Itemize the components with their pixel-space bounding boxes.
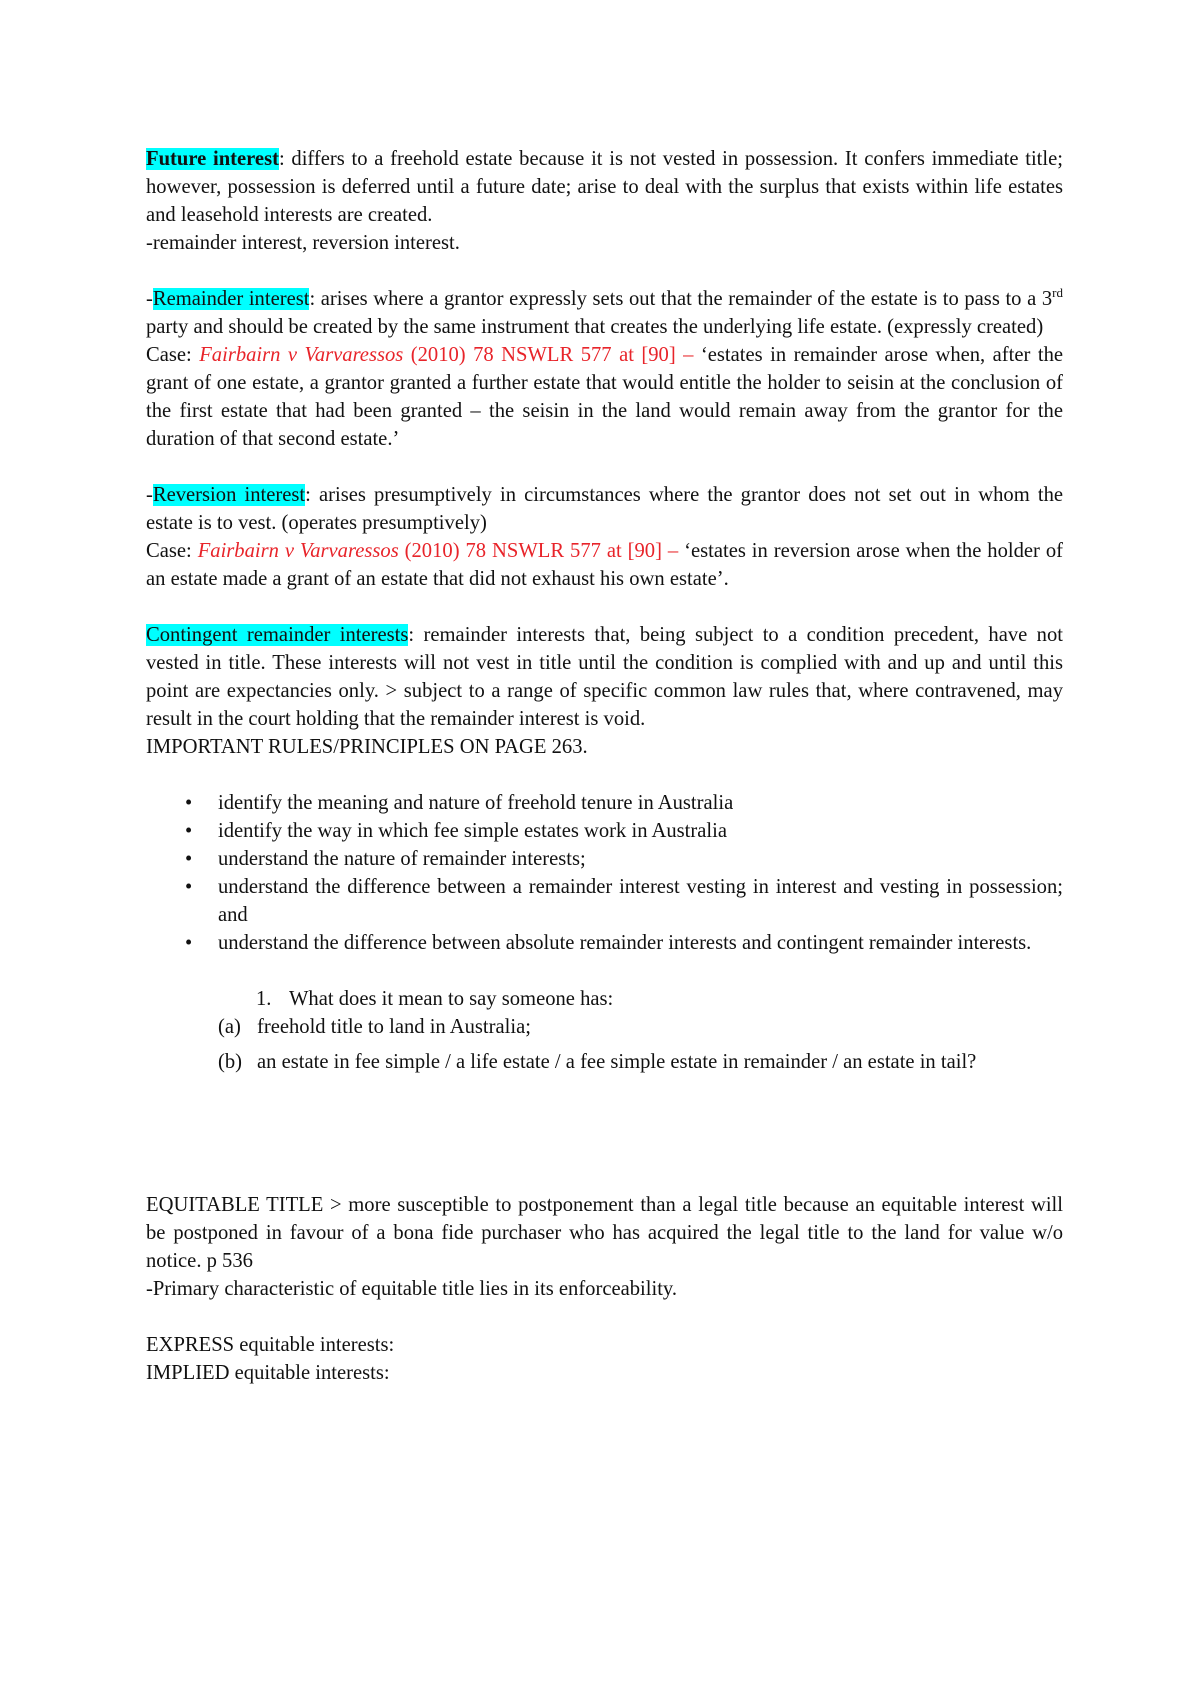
- reversion-case-quote: ‘estates in reversion arose when the holder of an estate made a grant of an estate that did not exhaust his own estate’.: [146, 540, 1064, 590]
- equitable-title-paragraph: EQUITABLE TITLE > more susceptible to postponement than a legal title because an equitable interest will be postponed in favour of a bona fide purchaser who has acquired the legal title to the land for value w/o notice. p 536: [146, 1194, 1063, 1272]
- future-interest-text: : differs to a freehold estate because it is not vested in possession. It confers immediate title; however, possession is deferred until a future date; arise to deal with the surplus that exists within life estates and leasehold interests are created.: [146, 148, 1063, 226]
- reversion-dash: -: [146, 484, 153, 506]
- question-part-b: [218, 1045, 1063, 1079]
- important-rules-note: IMPORTANT RULES/PRINCIPLES ON PAGE 263.: [146, 736, 588, 758]
- remainder-sup: rd: [1052, 285, 1063, 301]
- list-item: • identify the way in which fee simple estates work in Australia: [146, 817, 1063, 845]
- reversion-interest-paragraph: [146, 481, 1063, 537]
- remainder-interest-paragraph: [146, 285, 1063, 341]
- question-text: What does it mean to say someone has:: [289, 988, 614, 1010]
- remainder-case-citation: (2010) 78 NSWLR 577 at [90] –: [403, 344, 701, 366]
- remainder-case-label: Case:: [146, 344, 200, 366]
- remainder-case-paragraph: [146, 341, 1063, 453]
- spacer: [146, 1079, 1063, 1163]
- spacer: [146, 257, 1063, 285]
- equitable-primary-line: -Primary characteristic of equitable title lies in its enforceability.: [146, 1278, 678, 1300]
- remainder-dash: -: [146, 288, 153, 310]
- spacer: [146, 1163, 1063, 1191]
- remainder-case-quote: ‘estates in remainder arose when, after the grant of one estate, a grantor granted a further estate that would entitle the holder to seisin at the conclusion of the first estate that had been granted – the seisin in the land would remain away from the grantor for the duration of that second estate.’: [146, 344, 1064, 450]
- list-item: • identify the meaning and nature of freehold tenure in Australia: [146, 789, 1063, 817]
- document-body: [146, 145, 1063, 1387]
- spacer: [146, 1303, 1063, 1331]
- list-item: • understand the nature of remainder interests;: [146, 845, 1063, 873]
- implied-equitable-line: IMPLIED equitable interests:: [146, 1362, 390, 1384]
- list-item: • understand the difference between absolute remainder interests and contingent remainder interests.: [146, 929, 1063, 957]
- reversion-case-citation: (2010) 78 NSWLR 577 at [90] –: [398, 540, 685, 562]
- future-interest-list: -remainder interest, reversion interest.: [146, 232, 460, 254]
- remainder-interest-term: Remainder interest: [152, 288, 310, 310]
- reversion-case-paragraph: [146, 537, 1063, 593]
- part-a-text: freehold title to land in Australia;: [257, 1016, 531, 1038]
- remainder-text-post: party and should be created by the same instrument that creates the underlying life estate. (expressly created): [146, 316, 1044, 338]
- list-item: • understand the difference between a remainder interest vesting in interest and vesting in possession; and: [146, 873, 1063, 929]
- part-a-label: (a): [218, 1016, 241, 1038]
- spacer: [146, 453, 1063, 481]
- reversion-interest-term: Reversion interest: [152, 484, 306, 506]
- spacer: [146, 593, 1063, 621]
- contingent-text: : remainder interests that, being subject to a condition precedent, have not vested in title. These interests will not vest in title until the condition is complied with and up and until this point are expectancies only. > subject to a range of specific common law rules that, where contravened, may result in the court holding that the remainder interest is void.: [146, 624, 1063, 730]
- express-equitable-line: EXPRESS equitable interests:: [146, 1334, 395, 1356]
- remainder-text-pre: : arises where a grantor expressly sets out that the remainder of the estate is to pass to a 3: [309, 288, 1053, 310]
- future-interest-paragraph: [146, 145, 1063, 229]
- reversion-case-name: Fairbairn v Varvaressos: [197, 540, 399, 562]
- part-b-text: an estate in fee simple / a life estate / a fee simple estate in remainder / an estate in tail?: [257, 1051, 977, 1073]
- learning-outcomes-list: [146, 789, 1063, 957]
- future-interest-term: Future interest: [146, 148, 279, 170]
- reversion-case-label: Case:: [146, 540, 198, 562]
- question-part-a: [218, 1013, 1063, 1041]
- contingent-paragraph: [146, 621, 1063, 733]
- remainder-case-name: Fairbairn v Varvaressos: [199, 344, 404, 366]
- question-number: 1.: [256, 988, 272, 1010]
- part-b-label: (b): [218, 1051, 243, 1073]
- question-1: [256, 985, 1063, 1013]
- reversion-text: : arises presumptively in circumstances where the grantor does not set out in whom the estate is to vest. (operates presumptively): [146, 484, 1064, 534]
- contingent-term: Contingent remainder interests: [146, 624, 409, 646]
